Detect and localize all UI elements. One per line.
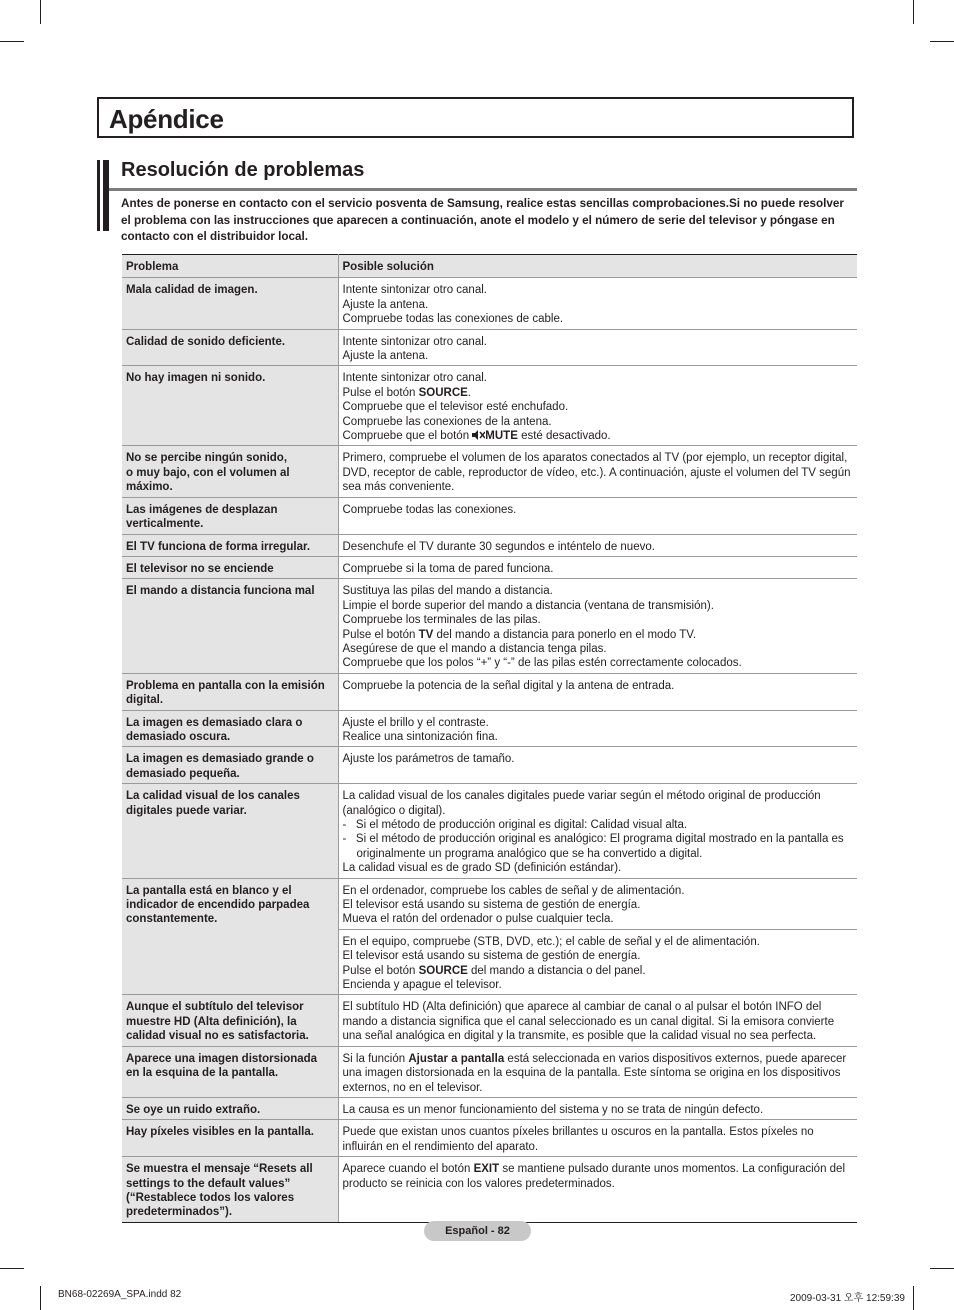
solution-cell xyxy=(338,1120,857,1157)
solution-line: Compruebe que el televisor esté enchufado. xyxy=(342,401,569,414)
button-name: MUTE xyxy=(485,430,518,443)
solution-line: Compruebe todas las conexiones de cable. xyxy=(342,313,564,326)
problem-cell: Las imágenes de desplazan verticalmente. xyxy=(122,497,338,534)
solution-bullet: - Si el método de producción original es digital: Calidad visual alta. xyxy=(342,819,688,831)
solution-line: Intente sintonizar otro canal. xyxy=(342,335,487,348)
problem-cell: No se percibe ningún sonido, o muy bajo, con el volumen al máximo. xyxy=(122,446,338,497)
button-name: TV xyxy=(418,628,434,641)
section-marker xyxy=(103,160,109,231)
problem-cell: Calidad de sonido deficiente. xyxy=(122,329,338,366)
table-row xyxy=(122,1120,857,1157)
header-solution: Posible solución xyxy=(338,255,857,278)
footer-filename: BN68-02269A_SPA.indd 82 xyxy=(58,1289,182,1300)
solution-cell xyxy=(338,995,857,1046)
solution-line: Pulse el botón SOURCE. xyxy=(342,386,471,399)
problem-cell: La pantalla está en blanco y el indicador de encendido parpadea constantemente. xyxy=(122,878,338,995)
problem-cell: El televisor no se enciende xyxy=(122,556,338,578)
solution-cell xyxy=(338,329,857,366)
crop-mark xyxy=(40,1286,41,1310)
button-name: SOURCE xyxy=(418,964,468,977)
table-row xyxy=(122,278,857,329)
solution-cell xyxy=(338,446,857,497)
solution-line: El televisor está usando su sistema de gestión de energía. xyxy=(342,950,641,963)
problem-cell: Aunque el subtítulo del televisor muestre HD (Alta definición), la calidad visual no es satisfactoria. xyxy=(122,995,338,1046)
chapter-header xyxy=(97,97,854,138)
solution-cell xyxy=(338,534,857,556)
solution-line: Compruebe que el botón MUTE esté desactivado. xyxy=(342,430,611,443)
crop-mark xyxy=(0,1268,24,1269)
solution-line: El televisor está usando su sistema de gestión de energía. xyxy=(342,899,641,912)
intro-paragraph: Antes de ponerse en contacto con el servicio posventa de Samsung, realice estas sencillas comprobaciones.Si no puede resolver el problema con las instrucciones que aparecen a continuación, anote el modelo y el número de serie del televisor y póngase en contacto con el distribuidor local. xyxy=(121,197,844,243)
table-row xyxy=(122,329,857,366)
solution-line: Ajuste la antena. xyxy=(342,298,429,311)
section-marker xyxy=(97,160,100,231)
solution-line: Ajuste el brillo y el contraste. xyxy=(342,716,489,729)
solution-cell xyxy=(338,366,857,446)
solution-line: Asegúrese de que el mando a distancia tenga pilas. xyxy=(342,642,607,655)
problem-cell: La imagen es demasiado clara o demasiado oscura. xyxy=(122,710,338,747)
solution-line: Si la función Ajustar a pantalla está seleccionada en varios dispositivos externos, puede aparecer una imagen distorsionada en la esquina de la pantalla. Este síntoma se origina en los dispositivos externos, no en el televisor. xyxy=(342,1052,847,1094)
page-number-badge: Español - 82 xyxy=(424,1221,531,1241)
solution-line: Primero, compruebe el volumen de los aparatos conectados al TV (por ejemplo, un receptor digital, DVD, receptor de cable, reproductor de vídeo, etc.). A continuación, ajuste el volumen del TV según sea más conveniente. xyxy=(342,452,851,494)
solution-line: Mueva el ratón del ordenador o pulse cualquier tecla. xyxy=(342,913,614,926)
solution-line: El subtítulo HD (Alta definición) que aparece al cambiar de canal o al pulsar el botón INFO del mando a distancia significa que el canal seleccionado es un canal digital. Si la emisora convierte una señal analógica en digital y la transmite, es posible que la calidad visual no sea perfecta. xyxy=(342,1001,835,1043)
footer-timestamp: 2009-03-31 오후 12:59:39 xyxy=(790,1293,905,1304)
solution-line: La calidad visual es de grado SD (definición estándar). xyxy=(342,862,622,875)
problem-cell: No hay imagen ni sonido. xyxy=(122,366,338,446)
solution-line: Compruebe la potencia de la señal digital y la antena de entrada. xyxy=(342,679,675,692)
solution-cell xyxy=(338,784,857,878)
problem-cell: La imagen es demasiado grande o demasiado pequeña. xyxy=(122,747,338,784)
table-row xyxy=(122,673,857,710)
button-name: Ajustar a pantalla xyxy=(408,1052,505,1065)
solution-line: Ajuste la antena. xyxy=(342,350,429,363)
problem-cell: El mando a distancia funciona mal xyxy=(122,579,338,673)
crop-mark xyxy=(0,41,24,42)
solution-line: Sustituya las pilas del mando a distancia. xyxy=(342,585,553,598)
solution-cell xyxy=(338,579,857,673)
table-row xyxy=(122,710,857,747)
solution-line: Encienda y apague el televisor. xyxy=(342,979,502,992)
problem-cell: El TV funciona de forma irregular. xyxy=(122,534,338,556)
solution-line: Limpie el borde superior del mando a distancia (ventana de transmisión). xyxy=(342,599,714,612)
mute-icon xyxy=(472,430,485,440)
solution-cell xyxy=(338,929,857,995)
solution-line: La causa es un menor funcionamiento del sistema y no se trata de ningún defecto. xyxy=(342,1103,764,1116)
problem-cell: Problema en pantalla con la emisión digital. xyxy=(122,673,338,710)
solution-cell xyxy=(338,878,857,929)
table-row xyxy=(122,446,857,497)
table-row xyxy=(122,1157,857,1223)
solution-line: Compruebe los terminales de las pilas. xyxy=(342,614,541,627)
solution-line: En el ordenador, compruebe los cables de señal y de alimentación. xyxy=(342,884,685,897)
solution-line: Pulse el botón SOURCE del mando a distancia o del panel. xyxy=(342,964,646,977)
crop-mark xyxy=(40,0,41,24)
crop-mark xyxy=(913,0,914,24)
solution-line: Puede que existan unos cuantos píxeles brillantes u oscuros en la pantalla. Estos píxeles no influirán en el rendimiento del aparato. xyxy=(342,1126,814,1153)
solution-cell xyxy=(338,747,857,784)
section-title: Resolución de problemas xyxy=(121,159,365,181)
problem-cell: Hay píxeles visibles en la pantalla. xyxy=(122,1120,338,1157)
problem-cell: La calidad visual de los canales digitales puede variar. xyxy=(122,784,338,878)
table-row xyxy=(122,366,857,446)
problem-cell: Mala calidad de imagen. xyxy=(122,278,338,329)
solution-line: Pulse el botón TV del mando a distancia para ponerlo en el modo TV. xyxy=(342,628,697,641)
solution-line: La calidad visual de los canales digitales puede variar según el método original de producción (analógico o digital). xyxy=(342,790,821,817)
solution-line: Compruebe que los polos “+” y “-” de las pilas estén correctamente colocados. xyxy=(342,657,742,670)
solution-cell xyxy=(338,1157,857,1223)
solution-cell xyxy=(338,556,857,578)
troubleshooting-table xyxy=(122,254,857,1223)
crop-mark xyxy=(930,41,954,42)
table-body xyxy=(122,278,857,1222)
solution-cell xyxy=(338,673,857,710)
section-rule xyxy=(109,188,857,191)
table-row xyxy=(122,747,857,784)
solution-line: Aparece cuando el botón EXIT se mantiene pulsado durante unos momentos. La configuración del producto se reinicia con los valores predeterminados. xyxy=(342,1163,845,1190)
crop-mark xyxy=(930,1268,954,1269)
solution-line: Intente sintonizar otro canal. xyxy=(342,372,487,385)
table-row xyxy=(122,1097,857,1119)
table-row xyxy=(122,784,857,878)
table-row xyxy=(122,497,857,534)
button-name: EXIT xyxy=(473,1163,500,1176)
button-name: SOURCE xyxy=(418,386,468,399)
solution-line: Desenchufe el TV durante 30 segundos e inténtelo de nuevo. xyxy=(342,540,655,553)
problem-cell: Aparece una imagen distorsionada en la esquina de la pantalla. xyxy=(122,1046,338,1097)
solution-line: Intente sintonizar otro canal. xyxy=(342,284,487,297)
table-row xyxy=(122,556,857,578)
problem-cell: Se oye un ruido extraño. xyxy=(122,1097,338,1119)
table-row xyxy=(122,878,857,929)
header-problem: Problema xyxy=(122,255,338,278)
solution-cell xyxy=(338,710,857,747)
solution-cell xyxy=(338,1097,857,1119)
solution-bullet: - Si el método de producción original es analógico: El programa digital mostrado en la pantalla es originalmente un programa analógico que se ha convertido a digital. xyxy=(342,833,844,860)
table-row xyxy=(122,1046,857,1097)
solution-line: Realice una sintonización fina. xyxy=(342,730,498,743)
solution-line: En el equipo, compruebe (STB, DVD, etc.); el cable de señal y el de alimentación. xyxy=(342,935,760,948)
table-header-row xyxy=(122,255,857,278)
chapter-title: Apéndice xyxy=(109,104,224,134)
solution-line: Compruebe las conexiones de la antena. xyxy=(342,415,552,428)
solution-cell xyxy=(338,497,857,534)
table-row xyxy=(122,995,857,1046)
table-row xyxy=(122,579,857,673)
solution-line: Compruebe todas las conexiones. xyxy=(342,503,517,516)
problem-cell: Se muestra el mensaje “Resets all settings to the default values” (“Restablece todos los valores predeterminados”). xyxy=(122,1157,338,1223)
crop-mark xyxy=(913,1286,914,1310)
solution-line: Compruebe si la toma de pared funciona. xyxy=(342,562,554,575)
table-row xyxy=(122,534,857,556)
solution-cell xyxy=(338,1046,857,1097)
solution-cell xyxy=(338,278,857,329)
solution-line: Ajuste los parámetros de tamaño. xyxy=(342,753,515,766)
